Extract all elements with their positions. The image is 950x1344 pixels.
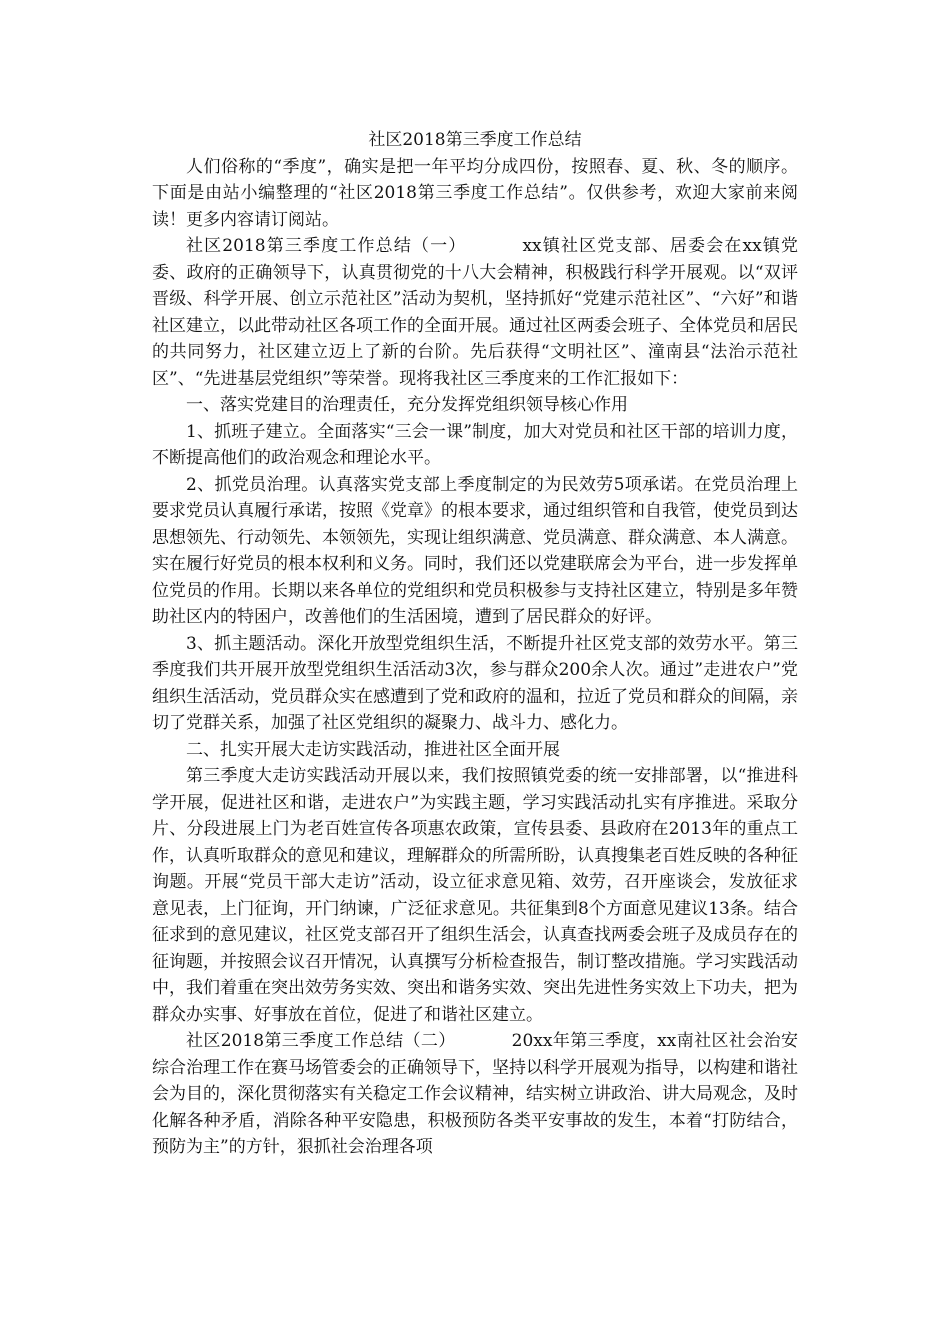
item1-paragraph: 1、抓班子建立。全面落实“三会一课”制度，加大对党员和社区干部的培训力度，不断提高他们的政治观念和理论水平。 — [152, 421, 798, 468]
item3-paragraph: 3、抓主题活动。深化开放型党组织生活，不断提升社区党支部的效劳水平。第三季度我们共开展开放型党组织生活活动3次，参与群众200余人次。通过”走进农户”党组织生活活动，党员群众实在感遭到了党和政府的温和，拉近了党员和群众的间隔，亲切了党群关系，加强了社区党组织的凝聚力、战斗力、感化力。 — [152, 633, 798, 733]
document-title: 社区2018第三季度工作总结 — [368, 130, 582, 150]
section2-paragraph — [152, 1028, 798, 1161]
intro-paragraph: 人们俗称的“季度”，确实是把一年平均分成四份，按照春、夏、秋、冬的顺序。下面是由站小编整理的“社区2018第三季度工作总结”。仅供参考，欢迎大家前来阅读！更多内容请订阅站。 — [152, 156, 798, 230]
section1-body: xx镇社区党支部、居委会在xx镇党委、政府的正确领导下，认真贯彻党的十八大会精神，积极践行科学开展观。以“双评晋级、科学开展、创立示范社区”活动为契机，坚持抓好“党建示范社区”、“六好”和谐社区建立，以此带动社区各项工作的全面开展。通过社区两委会班子、全体党员和居民的共同努力，社区建立迈上了新的台阶。先后获得“文明社区”、潼南县“法治示范社区”、“先进基层党组织”等荣誉。现将我社区三季度来的工作汇报如下： — [152, 236, 798, 389]
document-body — [152, 127, 798, 1161]
part1-title: 一、落实党建目的治理责任，充分发挥党组织领导核心作用 — [186, 395, 628, 415]
section2-body: 20xx年第三季度，xx南社区社会治安综合治理工作在赛马场管委会的正确领导下，坚持以科学开展观为指导，以构建和谐社会为目的，深化贯彻落实有关稳定工作会议精神，结实树立讲政治、讲大局观念，及时化解各种矛盾，消除各种平安隐患，积极预防各类平安事故的发生，本着“打防结合，预防为主”的方针，狠抓社会治理各项 — [152, 1031, 798, 1157]
part2-title: 二、扎实开展大走访实践活动，推进社区全面开展 — [186, 739, 560, 760]
item2-paragraph: 2、抓党员治理。认真落实党支部上季度制定的为民效劳5项承诺。在党员治理上要求党员认真履行承诺，按照《党章》的根本要求，通过组织管和自我管，使党员到达思想领先、行动领先、本领领先，实现让组织满意、党员满意、群众满意、本人满意。实在履行好党员的根本权利和义务。同时，我们还以党建联席会为平台，进一步发挥单位党员的作用。长期以来各单位的党组织和党员积极参与支持社区建立，特别是多年赞助社区内的特困户，改善他们的生活困境，遭到了居民群众的好评。 — [152, 474, 798, 627]
section2-heading: 社区2018第三季度工作总结（二） — [186, 1031, 456, 1051]
section1-heading: 社区2018第三季度工作总结（一） — [186, 236, 467, 256]
section1-paragraph — [152, 233, 798, 392]
part2-paragraph: 第三季度大走访实践活动开展以来，我们按照镇党委的统一安排部署，以“推进科学开展，促进社区和谐，走进农户”为实践主题，学习实践活动扎实有序推进。采取分片、分段进展上门为老百姓宣传各项惠农政策，宣传县委、县政府在2013年的重点工作，认真听取群众的意见和建议，理解群众的所需所盼，认真搜集老百姓反映的各种征询题。开展“党员干部大走访”活动，设立征求意见箱、效劳，召开座谈会，发放征求意见表，上门征询，开门纳谏，广泛征求意见。共征集到8个方面意见建议13条。结合征求到的意见建议，社区党支部召开了组织生活会，认真查找两委会班子及成员存在的征询题，并按照会议召开情况，认真撰写分析检查报告，制订整改措施。学习实践活动中，我们着重在突出效劳务实效、突出和谐务实效、突出先进性务实效上下功夫，把为群众办实事、好事放在首位，促进了和谐社区建立。 — [152, 766, 798, 1025]
